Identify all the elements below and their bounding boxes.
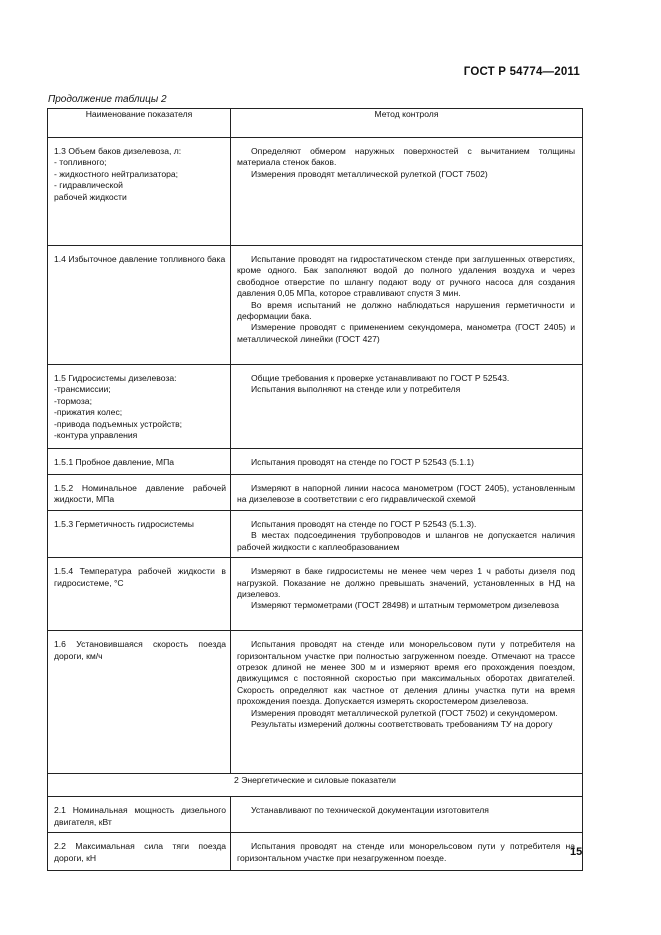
indicator-cell [48,449,231,475]
column-header-name: Наименование показателя [48,109,231,138]
indicator-cell [48,365,231,449]
method-paragraph: Испытания проводят на стенде по ГОСТ Р 52543 (5.1.1) [251,457,475,467]
method-paragraph: Испытания проводят на стенде или монорельсовом пути у потребителя на горизонтальном участке при незагруженном поезде. [237,841,575,863]
method-cell [231,833,583,871]
indicator-cell [48,246,231,365]
method-paragraph: Испытания проводят на стенде или монорельсовом пути у потребителя на горизонтальном участке при полностью загруженном поезде. Отмечают на трассе отрезок длиной не менее 300 м и измеряют время его прохождения поездом, движущимся с постоянной скоростью при максимальных оборотах двигателей. Скорость определяют как частное от деления длины участка пути на время прохождения поезда. Допускается измерять скоростемером дизелевоза. [237,639,575,707]
column-header-method: Метод контроля [231,109,583,138]
method-cell [231,631,583,774]
method-paragraph: Устанавливают по технической документации изготовителя [251,805,489,816]
method-cell [231,558,583,631]
method-paragraph: Испытание проводят на гидростатическом стенде при заглушенных отверстиях, кроме одного. Бак заполняют водой до полного удаления воздуха и через свободное отверстие по шлангу подают воду от ручного насоса для создания давления 0,05 МПа, которое стравливают спустя 3 мин. [237,254,575,299]
indicator-line: -тормоза; [54,395,92,406]
table-row [48,631,583,774]
table-row [48,833,583,871]
indicator-line: 1.3 Объем баков дизелевоза, л: [54,146,182,156]
section-row [48,774,583,797]
indicator-line: 1.5.4 Температура рабочей жидкости в гидросистеме, °С [54,566,226,588]
method-cell [231,246,583,365]
table-row [48,138,583,246]
method-paragraph: Измеряют термометрами (ГОСТ 28498) и штатным термометром дизелевоза [251,600,559,611]
page-number: 15 [570,846,583,858]
table-row [48,365,583,449]
indicator-cell [48,558,231,631]
indicator-cell [48,797,231,833]
method-cell [231,449,583,475]
table-row [48,511,583,558]
method-cell [231,475,583,511]
method-cell [231,138,583,246]
method-paragraph: Определяют обмером наружных поверхностей с вычитанием толщины материала стенок баков. [237,146,575,168]
method-paragraph: Во время испытаний не должно наблюдаться нарушения герметичности и деформации бака. [237,299,575,322]
indicator-line: -трансмиссии; [54,384,111,395]
method-paragraph: Результаты измерений должны соответствовать требованиям ТУ на дорогу [251,719,553,730]
method-paragraph: Испытания выполняют на стенде или у потребителя [251,384,461,395]
indicator-cell [48,511,231,558]
indicator-line: -привода подъемных устройств; [54,418,183,429]
indicator-cell [48,138,231,246]
method-paragraph: В местах подсоединения трубопроводов и шлангов не допускается наличия рабочей жидкости с каплеобразованием [237,530,575,552]
indicator-line: - топливного; [54,157,107,168]
table-row [48,558,583,631]
table-row [48,475,583,511]
indicator-line: рабочей жидкости [54,191,127,202]
indicator-cell [48,475,231,511]
table-row [48,449,583,475]
table-caption: Продолжение таблицы 2 [48,94,167,105]
method-paragraph: Измерения проводят металлической рулеткой (ГОСТ 7502) и секундомером. [251,707,558,718]
table-row [48,797,583,833]
indicator-line: 2.1 Номинальная мощность дизельного двигателя, кВт [54,805,226,827]
method-cell [231,365,583,449]
method-cell [231,511,583,558]
table-row [48,246,583,365]
standard-header: ГОСТ Р 54774—2011 [463,66,580,78]
table-header-row [48,109,583,138]
indicator-line: - жидкостного нейтрализатора; [54,168,179,179]
indicator-cell [48,833,231,871]
indicator-line: 1.5.3 Герметичность гидросистемы [54,519,194,529]
indicator-line: 1.4 Избыточное давление топливного бака [54,254,226,264]
indicator-line: 2.2 Максимальная сила тяги поезда дороги, кН [54,841,226,863]
method-paragraph: Испытания проводят на стенде по ГОСТ Р 52543 (5.1.3). [251,519,477,529]
method-paragraph: Измеряют в напорной линии насоса манометром (ГОСТ 2405), установленным на дизелевозе в соответствии с его гидравлической схемой [237,483,575,505]
method-paragraph: Измерения проводят металлической рулеткой (ГОСТ 7502) [251,168,488,179]
method-paragraph: Измеряют в баке гидросистемы не менее чем через 1 ч работы дизеля под нагрузкой. Показание не должно превышать значений, установленных в НД на дизелевоз. [237,566,575,600]
indicator-line: -контура управления [54,430,138,441]
indicator-line: 1.5.2 Номинальное давление рабочей жидкости, МПа [54,483,226,505]
method-paragraph: Общие требования к проверке устанавливают по ГОСТ Р 52543. [251,373,510,383]
indicator-line: 1.6 Установившаяся скорость поезда дороги, км/ч [54,639,226,661]
method-cell [231,797,583,833]
method-paragraph: Измерение проводят с применением секундомера, манометра (ГОСТ 2405) и металлической линейки (ГОСТ 427) [237,322,575,344]
spec-table [47,108,583,871]
indicator-line: 1.5.1 Пробное давление, МПа [54,457,175,467]
indicator-cell [48,631,231,774]
section-title: 2 Энергетические и силовые показатели [48,774,583,797]
indicator-line: 1.5 Гидросистемы дизелевоза: [54,373,177,383]
indicator-line: -прижатия колес; [54,407,123,418]
indicator-line: - гидравлической [54,180,123,191]
